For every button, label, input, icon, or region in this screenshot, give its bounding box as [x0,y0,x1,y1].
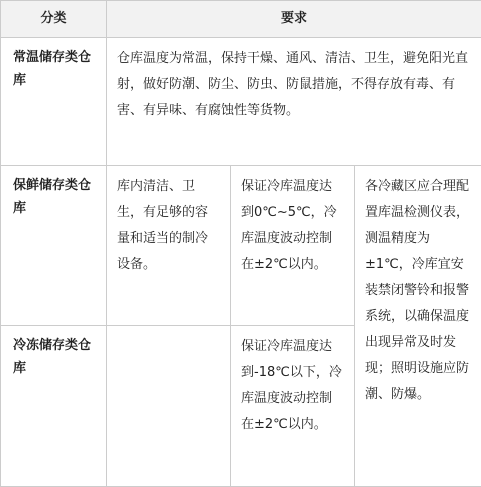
category-fresh [1,166,107,326]
frozen-temperature-text: 保证冷库温度达到-18℃以下，冷库温度波动控制在±2℃以内。 [241,339,342,432]
requirement-normal-text: 仓库温度为常温，保持干燥、通风、清洁、卫生，避免阳光直射，做好防潮、防尘、防虫、防鼠措施，不得存放有毒、有害、有异味、有腐蚀性等货物。 [117,51,469,118]
category-frozen-label: 冷冻储存类仓库 [13,338,92,376]
frozen-empty-cell [107,326,231,487]
header-requirement: 要求 [107,1,481,38]
shared-monitoring-text: 各冷藏区应合理配置库温检测仪表，测温精度为±1℃，冷库宜安装禁闭警铃和报警系统，以确保温度出现异常及时发现；照明设施应防潮、防爆。 [365,179,470,402]
fresh-temperature-text: 保证冷库温度达到0℃~5℃，冷库温度波动控制在±2℃以内。 [241,179,337,272]
row-normal [1,38,481,166]
shared-monitoring-cell [355,166,481,487]
shared-facility-cell [107,166,231,326]
category-normal [1,38,107,166]
header-category: 分类 [1,1,107,38]
requirement-normal [107,38,481,166]
row-fresh [1,166,481,326]
header-row [1,1,481,38]
frozen-temperature-cell [231,326,355,487]
category-frozen [1,326,107,487]
category-fresh-label: 保鲜储存类仓库 [13,178,92,216]
fresh-temperature-cell [231,166,355,326]
category-normal-label: 常温储存类仓库 [13,50,92,88]
shared-facility-text: 库内清洁、卫生，有足够的容量和适当的制冷设备。 [117,179,209,272]
